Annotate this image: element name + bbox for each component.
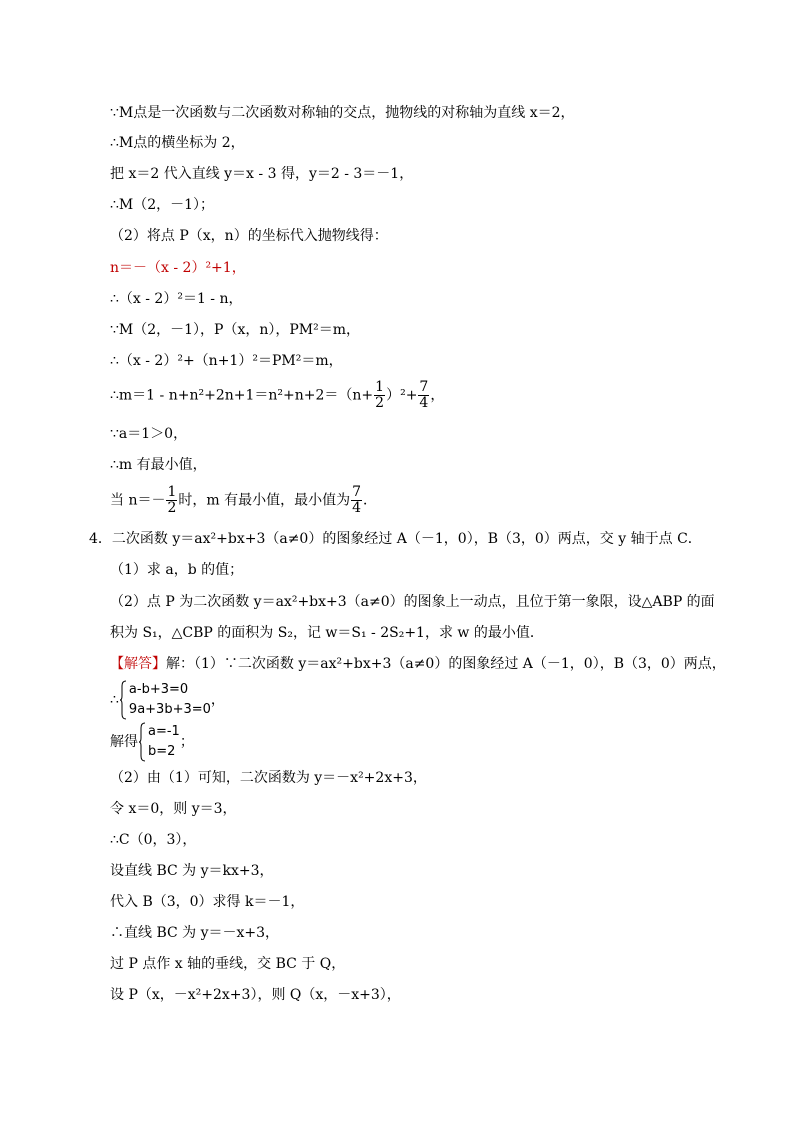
- line-13-text-c: ．: [363, 492, 378, 509]
- text-line: [110, 954, 345, 974]
- equation-system-1: [110, 680, 225, 720]
- solution-line: ∴直线 BC 为 y＝－x+3，: [110, 925, 280, 941]
- text-line: [110, 164, 413, 184]
- fraction: [351, 485, 362, 516]
- question-4-text: 4．二次函数 y＝ax²+bx+3（a≠0）的图象经过 A（－1，0），B（3，0）两点，交 y 轴于点 C．: [89, 531, 702, 547]
- brace-icon: [138, 722, 146, 762]
- fraction-denominator: 4: [352, 500, 362, 516]
- line-1-text: ∵M点是一次函数与二次函数对称轴的交点，抛物线的对称轴为直线 x＝2，: [110, 105, 575, 121]
- question-4-part-1: （1）求 a，b 的值；: [110, 562, 244, 578]
- line-7-text: ∴（x - 2）²＝1 - n，: [110, 291, 243, 307]
- solution-line: 令 x＝0，则 y＝3，: [110, 801, 237, 817]
- equation-system: [119, 680, 211, 720]
- line-5-text: （2）将点 P（x，n）的坐标代入抛物线得：: [110, 228, 388, 244]
- line-13-text-a: 当 n＝－: [110, 492, 166, 509]
- text-line: [110, 455, 207, 475]
- line-10-text-b: ）²+: [386, 387, 418, 404]
- line-12-text: ∴m 有最小值，: [110, 457, 207, 473]
- solution-line: 过 P 点作 x 轴的垂线，交 BC 于 Q，: [110, 956, 346, 972]
- text-line: [110, 654, 726, 674]
- text-line: [110, 380, 444, 411]
- line-10-text-a: ∴m＝1 - n+n²+2n+1＝n²+n+2＝（n+: [110, 387, 374, 404]
- text-line: [110, 799, 237, 819]
- text-line: [110, 258, 246, 278]
- text-line: [110, 861, 274, 881]
- text-line: [110, 892, 304, 912]
- fraction-denominator: 2: [375, 395, 385, 411]
- line-10-text-c: ，: [430, 387, 445, 404]
- equation-row: a=-1: [148, 724, 180, 739]
- punctuation: ，: [210, 692, 225, 708]
- line-13-text-b: 时，m 有最小值，最小值为: [178, 492, 351, 509]
- answer-line-1: 解：（1）∵二次函数 y＝ax²+bx+3（a≠0）的图象经过 A（－1，0），B（3，0）两点，: [166, 656, 726, 672]
- equation-row: a-b+3=0: [128, 682, 189, 697]
- punctuation: ；: [179, 734, 194, 750]
- fraction-numerator: 7: [352, 484, 362, 500]
- equation-system: [138, 722, 180, 762]
- text-line: [110, 320, 360, 340]
- line-11-text: ∵a＝1＞0，: [110, 426, 188, 442]
- equation-system-2: [110, 722, 194, 762]
- solution-line: 设 P（x，－x²+2x+3），则 Q（x，－x+3），: [110, 987, 401, 1003]
- question-4: [89, 529, 702, 549]
- line-8-text: ∵M（2，－1），P（x，n），PM²＝m，: [110, 322, 361, 338]
- text-line: [110, 103, 575, 123]
- text-line: [110, 351, 343, 371]
- answer-tag: 【解答】: [110, 656, 166, 672]
- solution-line: ∴C（0，3），: [110, 832, 197, 848]
- line-2-text: ∴M点的横坐标为 2，: [110, 135, 245, 151]
- text-line: [110, 623, 544, 643]
- text-line: [110, 485, 377, 516]
- fraction-numerator: 1: [375, 379, 385, 395]
- text-line: [110, 830, 196, 850]
- line-3-text: 把 x＝2 代入直线 y＝x - 3 得，y＝2 - 3＝－1，: [110, 166, 414, 182]
- fraction: [418, 380, 429, 411]
- text-line: [110, 195, 214, 215]
- question-4-part-2-line-2: 积为 S₁，△CBP 的面积为 S₂，记 w＝S₁ - 2S₂+1，求 w 的最小值．: [110, 625, 544, 641]
- line-9-text: ∴（x - 2）²+（n+1）²＝PM²＝m，: [110, 353, 343, 369]
- equation-row: 9a+3b+3=0: [128, 702, 211, 717]
- fraction-numerator: 1: [167, 484, 177, 500]
- fraction-denominator: 4: [419, 395, 429, 411]
- brace-icon: [119, 680, 127, 720]
- text-line: [110, 923, 279, 943]
- solution-line: 代入 B（3，0）求得 k＝－1，: [110, 894, 305, 910]
- text-line: [110, 133, 245, 153]
- text-line: [110, 768, 427, 788]
- question-4-part-2-line-1: （2）点 P 为二次函数 y＝ax²+bx+3（a≠0）的图象上一动点，且位于第一象限，设△ABP 的面: [110, 594, 715, 610]
- fraction-denominator: 2: [167, 500, 177, 516]
- solution-line: 设直线 BC 为 y＝kx+3，: [110, 863, 274, 879]
- solution-line: （2）由（1）可知，二次函数为 y＝－x²+2x+3，: [110, 770, 427, 786]
- text-line: [110, 289, 243, 309]
- text-line: [110, 985, 401, 1005]
- fraction: [166, 485, 177, 516]
- fraction-numerator: 7: [419, 379, 429, 395]
- solve-label: 解得: [110, 734, 138, 750]
- line-6-text: n＝－（x - 2）²+1，: [110, 260, 246, 276]
- fraction: [374, 380, 385, 411]
- therefore-symbol: ∴: [110, 692, 119, 708]
- text-line: [110, 592, 715, 612]
- text-line: [110, 226, 388, 246]
- equation-row: b=2: [148, 744, 176, 759]
- text-line: [110, 424, 187, 444]
- line-4-text: ∴M（2，－1）；: [110, 197, 215, 213]
- text-line: [110, 560, 243, 580]
